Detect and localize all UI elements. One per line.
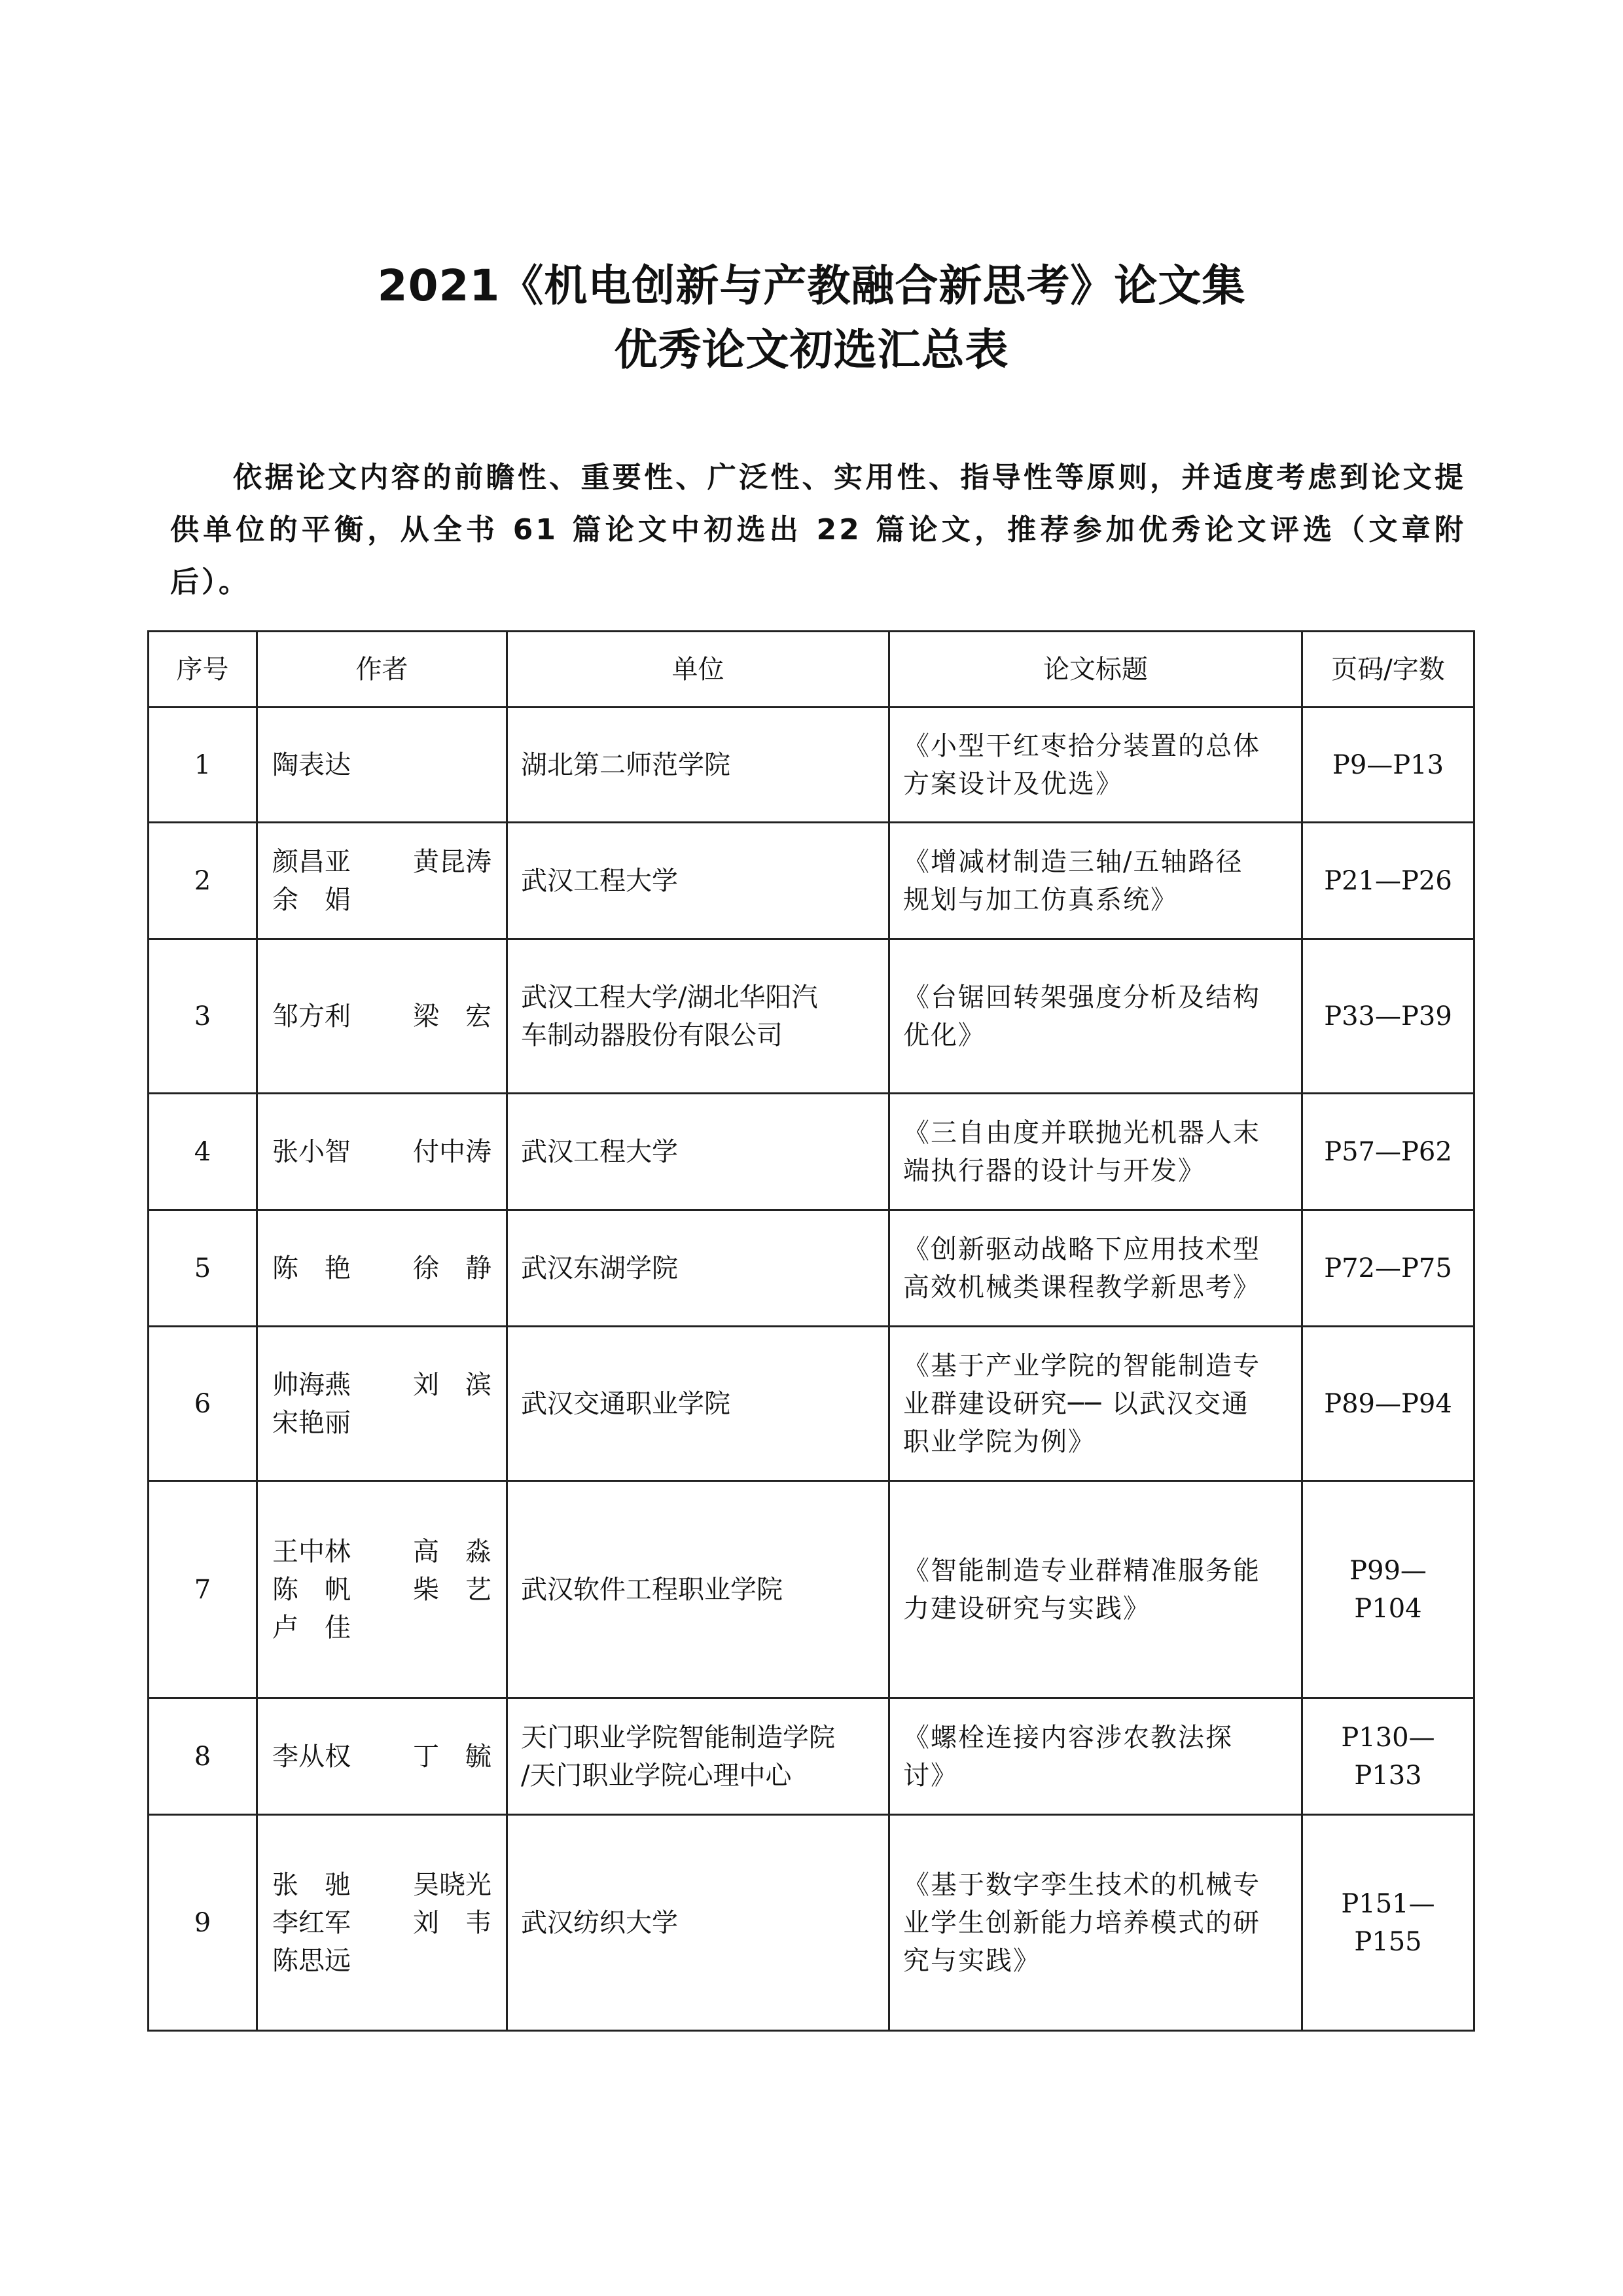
row-number: 5 <box>149 1210 257 1327</box>
paper-title-line: 究与实践》 <box>903 1945 1041 1976</box>
author-line <box>272 881 491 919</box>
row-unit <box>507 1815 889 2031</box>
author-name: 陈 艳 <box>272 1253 351 1283</box>
row-number: 4 <box>149 1094 257 1210</box>
row-authors <box>257 1327 507 1481</box>
row-pages: P9—P13 <box>1302 708 1474 823</box>
table-row <box>149 823 1474 939</box>
author-name: 李从权 <box>272 1741 351 1772</box>
table-header-row <box>149 632 1474 708</box>
paper-title-line: 《智能制造专业群精准服务能 <box>903 1555 1260 1586</box>
row-pages: P21—P26 <box>1302 823 1474 939</box>
author-name: 李红军 <box>272 1907 351 1938</box>
paper-title-line: 规划与加工仿真系统》 <box>903 884 1178 915</box>
author-line <box>272 843 491 881</box>
unit-line: 武汉工程大学 <box>521 1136 678 1167</box>
author-line <box>272 746 491 784</box>
author-name: 邹方利 <box>272 1001 351 1031</box>
table-row <box>149 939 1474 1094</box>
table-row <box>149 708 1474 823</box>
paper-title-line: 《基于产业学院的智能制造专 <box>903 1350 1260 1381</box>
row-authors <box>257 1481 507 1698</box>
author-name: 张小智 <box>272 1136 351 1167</box>
paper-title-line: 方案设计及优选》 <box>903 768 1123 799</box>
row-unit <box>507 1481 889 1698</box>
row-unit <box>507 823 889 939</box>
author-name: 梁 宏 <box>413 1001 491 1031</box>
row-paper-title <box>889 1698 1302 1815</box>
table-row <box>149 1210 1474 1327</box>
author-name: 丁 毓 <box>413 1741 491 1772</box>
row-paper-title <box>889 1481 1302 1698</box>
author-name: 刘 韦 <box>413 1907 491 1938</box>
row-paper-title <box>889 823 1302 939</box>
author-line <box>272 1133 491 1171</box>
author-line <box>272 1533 491 1571</box>
row-pages: P99—P104 <box>1302 1481 1474 1698</box>
row-pages: P89—P94 <box>1302 1327 1474 1481</box>
row-number: 6 <box>149 1327 257 1481</box>
author-line <box>272 1866 491 1904</box>
author-name: 张 驰 <box>272 1869 351 1900</box>
author-name: 陈思远 <box>272 1945 351 1976</box>
row-pages: P72—P75 <box>1302 1210 1474 1327</box>
row-authors <box>257 1698 507 1815</box>
author-line <box>272 1904 491 1942</box>
author-name: 徐 静 <box>413 1253 491 1283</box>
paper-title-line: 优化》 <box>903 1020 986 1050</box>
paper-title-line: 《三自由度并联抛光机器人末 <box>903 1117 1260 1148</box>
paper-title-line: 《小型干红枣拾分装置的总体 <box>903 730 1260 761</box>
unit-line: 武汉软件工程职业学院 <box>521 1574 783 1605</box>
unit-line: 武汉纺织大学 <box>521 1907 678 1938</box>
header-title: 论文标题 <box>889 632 1302 708</box>
paper-title-line: 力建设研究与实践》 <box>903 1593 1150 1624</box>
row-paper-title <box>889 1210 1302 1327</box>
author-line <box>272 1609 491 1647</box>
row-unit <box>507 1094 889 1210</box>
row-pages: P151—P155 <box>1302 1815 1474 2031</box>
row-number: 7 <box>149 1481 257 1698</box>
row-number: 9 <box>149 1815 257 2031</box>
document-title: 2021《机电创新与产教融合新思考》论文集 <box>377 260 1246 311</box>
author-line <box>272 1366 491 1404</box>
row-authors <box>257 939 507 1094</box>
author-name: 王中林 <box>272 1536 351 1567</box>
table-row <box>149 1481 1474 1698</box>
row-authors <box>257 1094 507 1210</box>
paper-title-line: 《增减材制造三轴/五轴路径 <box>903 846 1243 877</box>
author-name: 吴晓光 <box>413 1869 491 1900</box>
table-row <box>149 1327 1474 1481</box>
row-paper-title <box>889 1815 1302 2031</box>
table-row <box>149 1698 1474 1815</box>
author-name: 余 娟 <box>272 884 351 915</box>
author-line <box>272 1738 491 1776</box>
unit-line: /天门职业学院心理中心 <box>521 1760 792 1791</box>
unit-line: 武汉交通职业学院 <box>521 1388 730 1419</box>
paper-title-line: 高效机械类课程教学新思考》 <box>903 1272 1260 1302</box>
author-line <box>272 1571 491 1609</box>
author-name: 颜昌亚 <box>272 846 351 877</box>
row-paper-title <box>889 939 1302 1094</box>
author-line <box>272 1249 491 1287</box>
paper-title-line: 讨》 <box>903 1760 958 1791</box>
paper-title-line: 《台锯回转架强度分析及结构 <box>903 982 1260 1013</box>
author-name: 高 淼 <box>413 1536 491 1567</box>
author-line <box>272 1942 491 1980</box>
author-name: 陶表达 <box>272 749 351 780</box>
table-row <box>149 1094 1474 1210</box>
paper-title-line: 《螺栓连接内容涉农教法探 <box>903 1722 1233 1753</box>
document-subtitle: 优秀论文初选汇总表 <box>614 325 1009 375</box>
paper-title-line: 业学生创新能力培养模式的研 <box>903 1907 1260 1938</box>
row-number: 1 <box>149 708 257 823</box>
row-unit <box>507 1327 889 1481</box>
header-number: 序号 <box>149 632 257 708</box>
author-name: 宋艳丽 <box>272 1407 351 1438</box>
author-name: 付中涛 <box>413 1136 491 1167</box>
author-name: 刘 滨 <box>413 1369 491 1400</box>
row-authors <box>257 1210 507 1327</box>
row-authors <box>257 1815 507 2031</box>
unit-line: 武汉工程大学/湖北华阳汽 <box>521 982 818 1013</box>
row-unit <box>507 708 889 823</box>
unit-line: 武汉东湖学院 <box>521 1253 678 1283</box>
author-name: 柴 艺 <box>413 1574 491 1605</box>
row-paper-title <box>889 708 1302 823</box>
paper-title-line: 职业学院为例》 <box>903 1426 1096 1457</box>
row-paper-title <box>889 1327 1302 1481</box>
table-row <box>149 1815 1474 2031</box>
row-number: 8 <box>149 1698 257 1815</box>
paper-title-line: 端执行器的设计与开发》 <box>903 1155 1205 1186</box>
author-name: 帅海燕 <box>272 1369 351 1400</box>
author-name: 卢 佳 <box>272 1612 351 1643</box>
row-unit <box>507 1698 889 1815</box>
unit-line: 天门职业学院智能制造学院 <box>521 1722 835 1753</box>
intro-paragraph: 依据论文内容的前瞻性、重要性、广泛性、实用性、指导性等原则，并适度考虑到论文提供单位的平衡，从全书 61 篇论文中初选出 22 篇论文，推荐参加优秀论文评选（文章附后）。 <box>170 461 1466 599</box>
row-authors <box>257 708 507 823</box>
row-paper-title <box>889 1094 1302 1210</box>
row-pages: P130—P133 <box>1302 1698 1474 1815</box>
paper-title-line: 《创新驱动战略下应用技术型 <box>903 1234 1260 1265</box>
row-unit <box>507 939 889 1094</box>
author-line <box>272 997 491 1035</box>
unit-line: 车制动器股份有限公司 <box>521 1020 783 1050</box>
row-number: 2 <box>149 823 257 939</box>
header-authors: 作者 <box>257 632 507 708</box>
header-pages: 页码/字数 <box>1302 632 1474 708</box>
header-unit: 单位 <box>507 632 889 708</box>
row-pages: P33—P39 <box>1302 939 1474 1094</box>
unit-line: 武汉工程大学 <box>521 865 678 896</box>
row-pages: P57—P62 <box>1302 1094 1474 1210</box>
paper-summary-table <box>147 630 1475 2032</box>
author-name: 黄昆涛 <box>413 846 491 877</box>
row-unit <box>507 1210 889 1327</box>
unit-line: 湖北第二师范学院 <box>521 749 730 780</box>
row-authors <box>257 823 507 939</box>
author-line <box>272 1404 491 1442</box>
paper-title-line: 业群建设研究── 以武汉交通 <box>903 1388 1249 1419</box>
row-number: 3 <box>149 939 257 1094</box>
paper-title-line: 《基于数字孪生技术的机械专 <box>903 1869 1260 1900</box>
author-name: 陈 帆 <box>272 1574 351 1605</box>
